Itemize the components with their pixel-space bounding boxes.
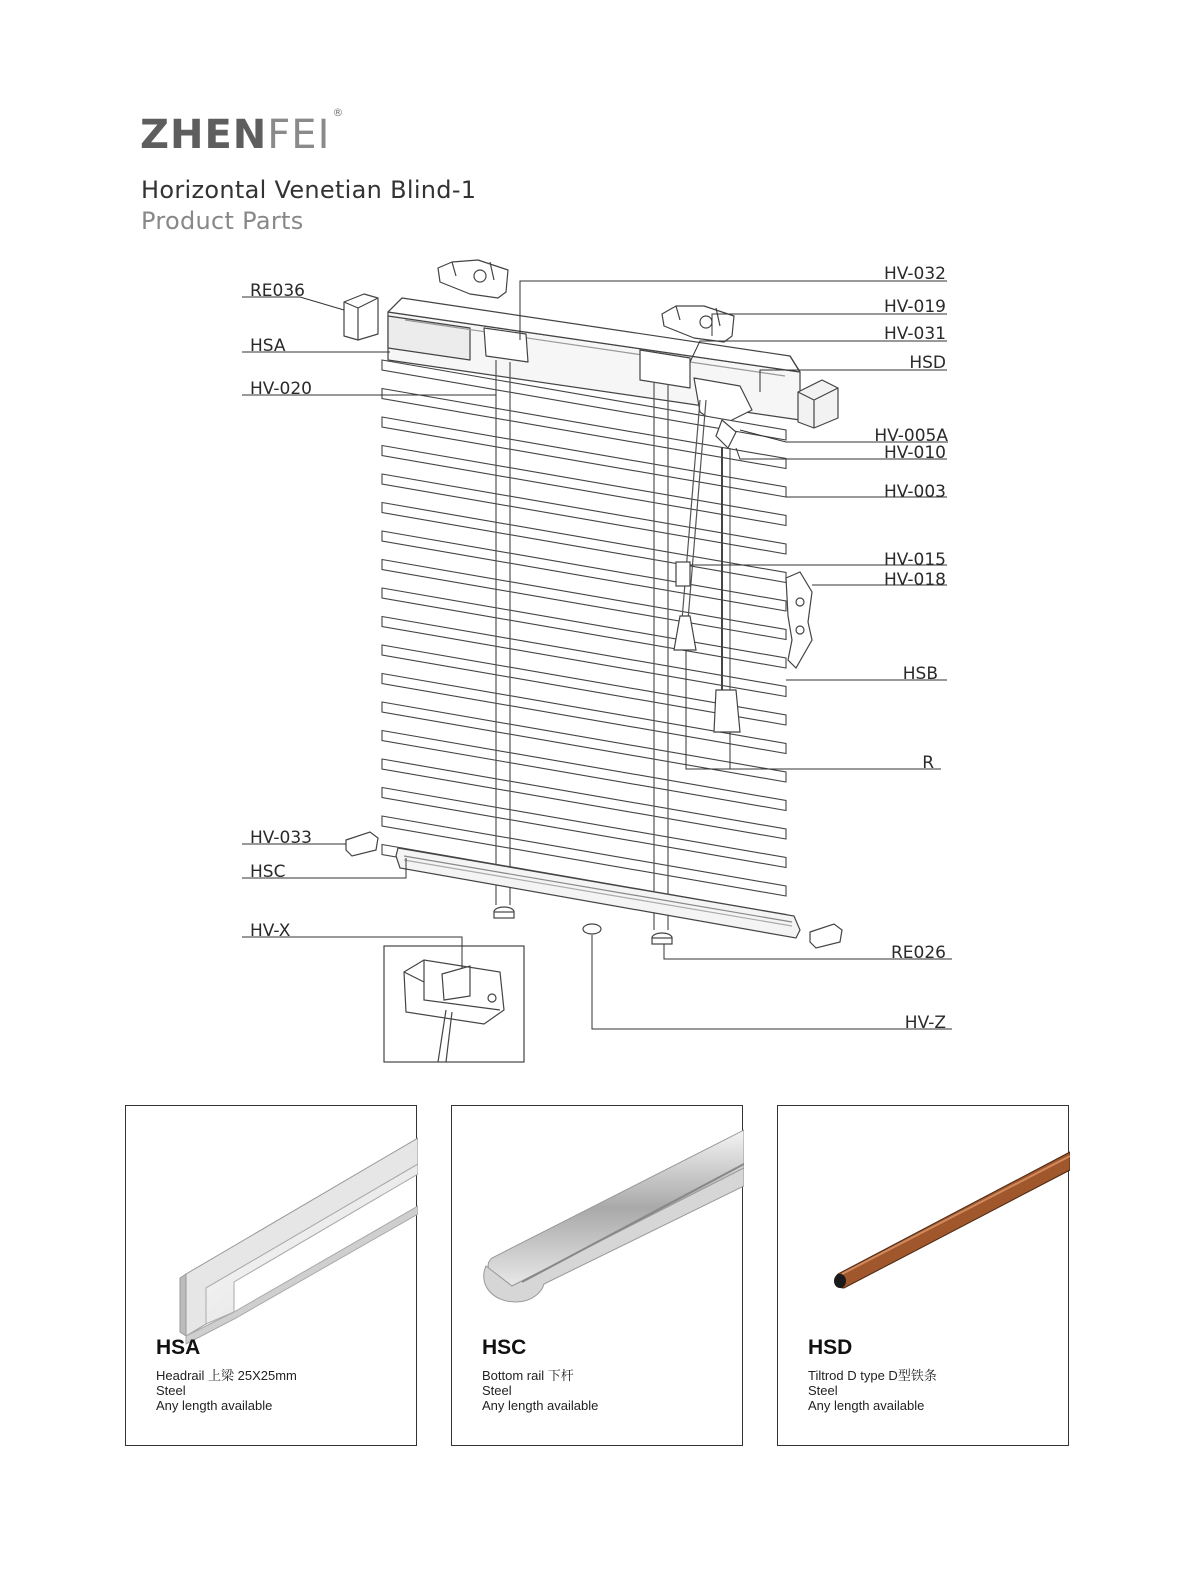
product-code: HSD [808,1336,853,1359]
product-line2: Steel [482,1383,512,1398]
product-description [808,1368,937,1413]
end-cap-re026-drawing [810,924,842,948]
label-hsd: HSD [909,353,946,373]
label-r: R [922,753,934,773]
end-cap-hv033-drawing [346,832,378,856]
label-hsa: HSA [250,336,286,356]
label-hv-018: HV-018 [884,570,946,590]
tilter-block-left [484,328,528,362]
wand-handle-drawing [714,690,740,732]
product-code: HSA [156,1336,201,1359]
label-hv-010: HV-010 [884,443,946,463]
label-hv-z: HV-Z [904,1013,946,1033]
label-hv-015: HV-015 [884,550,946,570]
product-line3: Any length available [156,1398,273,1413]
label-hv-033: HV-033 [250,828,312,848]
label-hv-031: HV-031 [884,324,946,344]
label-hsc: HSC [250,862,286,882]
label-re036: RE036 [250,281,306,301]
product-card-hsd [777,1105,1069,1446]
product-line2: Steel [808,1383,838,1398]
label-hv-003: HV-003 [884,482,946,502]
brand-part2: FEI [267,112,331,158]
product-description [156,1368,297,1413]
label-hv-019: HV-019 [884,297,946,317]
label-hv-x: HV-X [250,921,291,941]
product-line1: Tiltrod D type D型铁条 [808,1368,937,1383]
page-title: Horizontal Venetian Blind-1 [141,176,477,204]
brand-part1: ZHEN [140,112,268,158]
product-code: HSC [482,1336,527,1359]
label-re026: RE026 [890,943,946,963]
end-cap-right-drawing [798,380,838,428]
product-card-hsc [451,1105,743,1446]
product-line1: Bottom rail 下杆 [482,1368,574,1383]
label-hv-005a: HV-005A [874,426,948,446]
product-card-hsa [125,1105,417,1446]
button-hvz-drawing [583,924,601,934]
end-cap-left-drawing [344,294,378,340]
label-hv-020: HV-020 [250,379,312,399]
cleat-drawing [786,572,812,668]
product-line2: Steel [156,1383,186,1398]
registered-mark: ® [332,105,345,119]
label-hsb: HSB [902,664,938,684]
bracket-right-drawing [662,306,734,342]
product-line3: Any length available [808,1398,925,1413]
product-line3: Any length available [482,1398,599,1413]
product-line1: Headrail 上梁 25X25mm [156,1368,297,1383]
page-subtitle: Product Parts [141,207,304,235]
product-description [482,1368,598,1413]
bracket-left-drawing [438,260,508,298]
cord-lock-drawing [676,562,690,586]
label-hv-032: HV-032 [884,264,946,284]
